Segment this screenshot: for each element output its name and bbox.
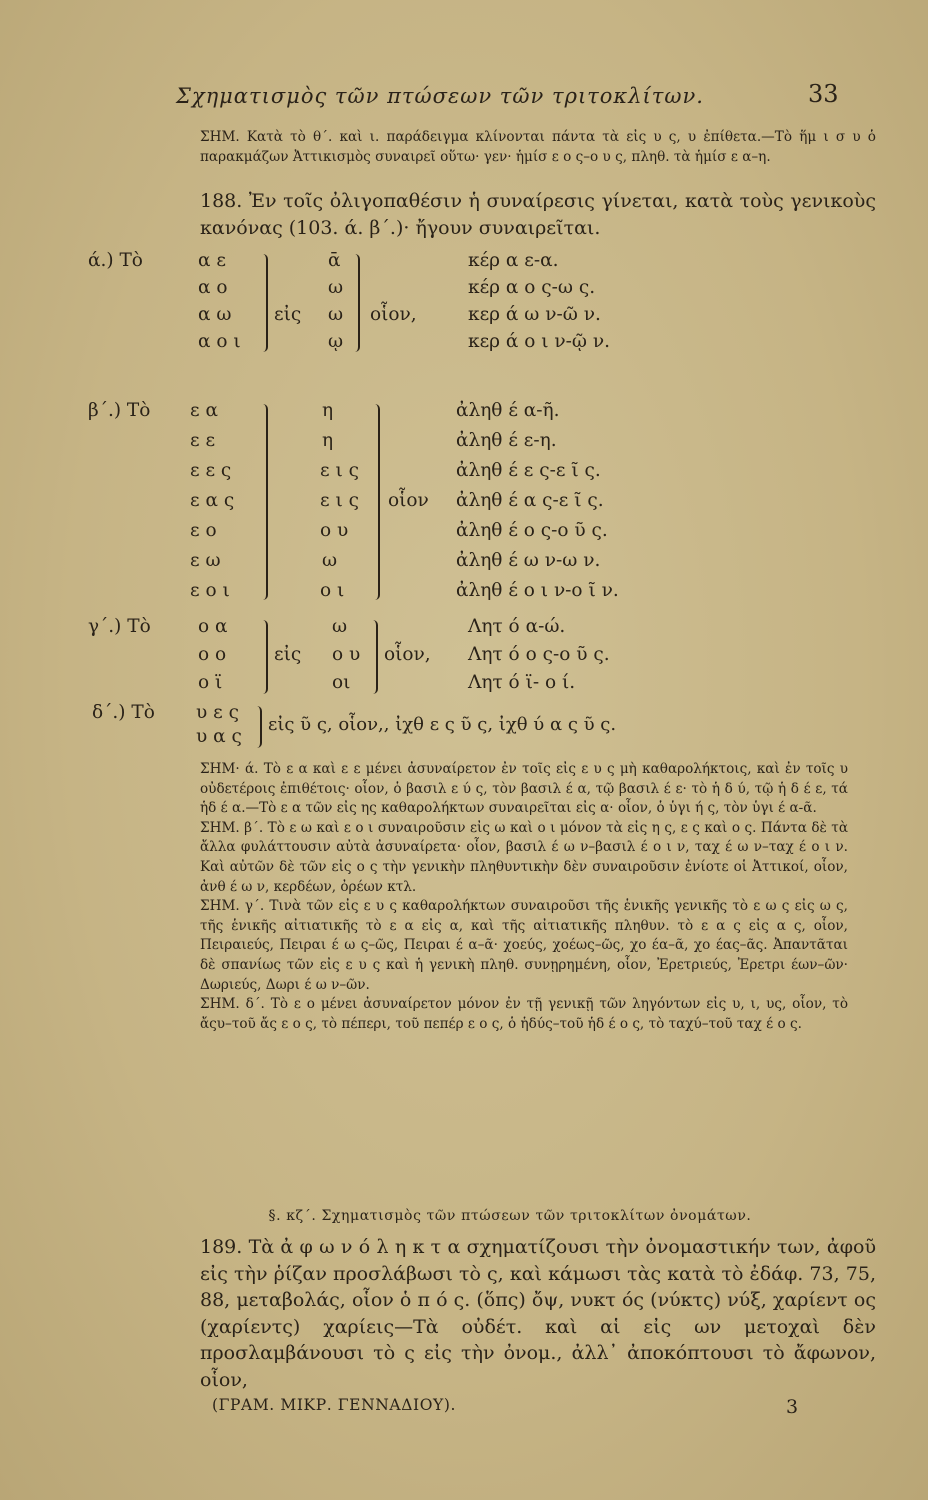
note-a: ΣΗΜ· ά. Τὸ ε α καὶ ε ε μένει ἀσυναίρετον ἐν τοῖς εἰς ε υ ς μὴ καθαρολήκτοις, καὶ ἐν τοῖς υ οὐδετέροις ἐπιθέτοις· οἷον, ὁ βασιλ ε ύ ς, τὸν βασιλ έ α, τῷ βασιλ έ ε· τὸ ἡ δ ύ, τῷ ἡ δ έ ε, τά ἡδ έ α.—Τὸ ε α τῶν εἰς ης καθαρολήκτων συναιρεῖται εἰς α· οἷον, ὁ ὑγι ή ς, τὸν ὑγι έ α-ᾶ. <box>200 761 848 817</box>
oion-label: οἷον <box>388 490 429 511</box>
section-title: §. κζ΄. Σχηματισμὸς τῶν πτώσεων τῶν τριτοκλίτων ὀνομάτων. <box>268 1208 752 1224</box>
note-top: ΣΗΜ. Κατὰ τὸ θ΄. καὶ ι. παράδειγμα κλίνονται πάντα τὰ εἰς υ ς, υ ἐπίθετα.—Τὸ ἥμ ι σ υ ὁ παρακμάζων Ἀττικισμὸς συναιρεῖ οὕτω· γεν· ἡμίσ ε ο ς–ο υ ς, πληθ. τὰ ἡμίσ ε α–η. <box>200 129 876 165</box>
brace <box>258 620 268 694</box>
running-title: Σχηματισμὸς τῶν πτώσεων τῶν τριτοκλίτων. <box>176 84 704 108</box>
group-c-label: γ΄.) Τὸ <box>88 616 151 637</box>
running-header <box>0 80 928 124</box>
note-c: ΣΗΜ. γ΄. Τινὰ τῶν εἰς ε υ ς καθαρολήκτων συναιροῦσι τῆς ἑνικῆς γενικῆς τὸ ε ω ς εἰς ω ς, τῆς ἑνικῆς αἰτιατικῆς τὸ ε α εἰς α, καὶ τῆς αἰτιατικῆς πληθυν. τὸ ε α ς εἰς α ς, οἷον, Πειραιεύς, Πειραι έ ω ς–ῶς, Πειραι έ α–ᾶ· χοεύς, χοέως–ῶς, χο έα–ᾶ, χο έας–ᾶς. Ἀπαντᾶται δὲ σπανίως τῶν εἰς ε υ ς καὶ ἡ γενικὴ πληθ. συνῃρημένη, οἷον, Ἐρετριεύς, Ἐρετρι έων–ῶν· Δωριεύς, Δωρι έ ω ν–ῶν. <box>200 898 848 993</box>
footer <box>0 1396 928 1426</box>
oion-label: οἷον, <box>370 304 417 325</box>
eis-label: εἰς <box>274 304 302 325</box>
brace <box>350 254 360 352</box>
group-d-label: δ΄.) Τὸ <box>92 702 155 723</box>
page-number: 33 <box>808 80 839 108</box>
brace <box>258 404 268 600</box>
eis-label: εἰς <box>274 644 302 665</box>
note-b: ΣΗΜ. β΄. Τὸ ε ω καὶ ε ο ι συναιροῦσιν εἰς ω καὶ ο ι μόνον τὰ εἰς η ς, ε ς καὶ ο ς. Πάντα δὲ τὰ ἄλλα φυλάττουσιν αὐτὰ ἀσυναίρετα· οἷον, βασιλ έ ω ν–βασιλ έ ο ι ν, ταχ έ ω ν–ταχ έ ο ι ν. Καὶ αὐτῶν δὲ τῶν εἰς ο ς τὴν γενικὴν πληθυντικὴν δὲν συναιροῦσιν ἐνίοτε οἱ Ἀττικοί, οἷον, ἀνθ έ ω ν, κερδέων, ὀρέων κτλ. <box>200 819 848 895</box>
paragraph-189: 189. Τὰ ἀ φ ω ν ό λ η κ τ α σχηματίζουσι τὴν ὀνομαστικήν των, ἀφοῦ εἰς τὴν ῥίζαν προσλάβωσι τὸ ς, καὶ κάμωσι τὰς κατὰ τὸ ἐδάφ. 73, 75, 88, μεταβολάς, οἷον ὁ π ό ς. (ὅπς) ὄψ, νυκτ ός (νύκτς) νύξ, χαρίεντ ος (χαρίεντς) χαρίεις—Τὰ οὐδέτ. καὶ αἱ εἰς ων μετοχαὶ δὲν προσλαμβάνουσι τὸ ς εἰς τὴν ὀνομ., ἀλλ᾽ ἀποκόπτουσι τὸ ἄφωνον, οἷον, <box>200 1236 876 1391</box>
note-d: ΣΗΜ. δ΄. Τὸ ε ο μένει ἀσυναίρετον μόνον ἐν τῇ γενικῇ τῶν ληγόντων εἰς υ, ι, υς, οἷον, τὸ ἄςυ–τοῦ ἄς ε ο ς, τὸ πέπερι, τοῦ πεπέρ ε ο ς, ὁ ἡδύς–τοῦ ἡδ έ ο ς, τὸ ταχύ–τοῦ ταχ έ ο ς. <box>200 996 848 1032</box>
group-b-label: β΄.) Τὸ <box>88 400 151 421</box>
group-d-example: εἰς ῦ ς, οἷον,, ἰχθ ε ς ῦ ς, ἰχθ ύ α ς ῦ ς. <box>268 714 617 735</box>
brace <box>370 404 380 600</box>
paragraph-188: 188. Ἐν τοῖς ὀλιγοπαθέσιν ἡ συναίρεσις γίνεται, κατὰ τοὺς γενικοὺς κανόνας (103. ά. β΄.)· ἤγουν συναιρεῖται. <box>200 190 876 239</box>
book-page: Σχηματισμὸς τῶν πτώσεων τῶν τριτοκλίτων. 33 ΣΗΜ. Κατὰ τὸ θ΄. καὶ ι. παράδειγμα κλίνονται πάντα τὰ εἰς υ ς, υ ἐπίθετα.—Τὸ ἥμ ι σ υ ὁ παρακμάζων Ἀττικισμὸς συναιρεῖ οὕτω· γεν· ἡμίσ ε ο ς–ο υ ς, πληθ. τὰ ἡμίσ ε α–η. 188. Ἐν τοῖς ὀλιγοπαθέσιν ἡ συναίρεσις γίνεται, κατὰ τοὺς γενικοὺς κανόνας (103. ά. β΄.)· ἤγουν συναιρεῖται. ά.) Τὸ α ε ᾱ κέρ α ε-α. α ο ω κέρ α ο ς-ω ς. α ω εἰς ω οἷον, κερ ά ω ν-ῶ ν. α ο ι ῳ κερ ά ο ι ν-ῷ ν. β΄.) Τὸ ε α η ἀληθ έ α-ῆ. ε ε η ἀληθ έ ε-η. ε ε ς ε ι ς ἀληθ έ ε ς-ε ῖ ς. ε α ς ε ι ς οἷον ἀληθ έ α ς-ε ῖ ς. ε ο ο υ ἀληθ έ ο ς-ο ῦ ς. ε ω ω ἀληθ έ ω ν-ω ν. ε ο ι ο ι ἀληθ έ ο ι ν-ο ῖ ν. γ΄.) Τὸ ο α ω Λητ ό α-ώ. ο ο εἰς ο υ οἷον, Λητ ό ο ς-ο ῦ ς. ο ϊ οι Λητ ό ϊ- ο ί. δ΄.) Τὸ υ ε ς υ α ς εἰς ῦ ς, οἷον,, ἰχθ ε ς ῦ ς, ἰχθ ύ α ς ῦ ς. ΣΗΜ· ά. Τὸ ε α καὶ ε ε μένει ἀσυναίρετον ἐν τοῖς εἰς ε υ ς μὴ καθαρολήκτοις, καὶ ἐν τοῖς υ οὐδετέροις ἐπιθέτοις· οἷον, ὁ βασιλ ε ύ ς, τὸν βασιλ έ α, τῷ βασιλ έ ε· τὸ ἡ δ ύ, τῷ ἡ δ έ ε, τά ἡδ έ α.—Τὸ ε α τῶν εἰς ης καθαρολήκτων συναιρεῖται εἰς α· οἷον, ὁ ὑγι ή ς, τὸν ὑγι έ α-ᾶ. ΣΗΜ. β΄. Τὸ ε ω καὶ ε ο ι συναιροῦσιν εἰς ω καὶ ο ι μόνον τὰ εἰς η ς, ε ς καὶ ο ς. Πάντα δὲ τὰ ἄλλα φυλάττουσιν αὐτὰ ἀσυναίρετα· οἷον, βασιλ έ ω ν–βασιλ έ ο ι ν, ταχ έ ω ν–ταχ έ ο ι ν. Καὶ αὐτῶν δὲ τῶν εἰς ο ς τὴν γενικὴν πληθυντικὴν δὲν συναιροῦσιν ἐνίοτε οἱ Ἀττικοί, οἷον, ἀνθ έ ω ν, κερδέων, ὀρέων κτλ. ΣΗΜ. γ΄. Τινὰ τῶν εἰς ε υ ς καθαρολήκτων συναιροῦσι τῆς ἑνικῆς γενικῆς τὸ ε ω ς εἰς ω ς, τῆς ἑνικῆς αἰτιατικῆς τὸ ε α εἰς α, καὶ τῆς αἰτιατικῆς πληθυν. τὸ ε α ς εἰς α ς, οἷον, Πειραιεύς, Πειραι έ ω ς–ῶς, Πειραι έ α–ᾶ· χοεύς, χοέως–ῶς, χο έα–ᾶ, χο έας–ᾶς. Ἀπαντᾶται δὲ σπανίως τῶν εἰς ε υ ς καὶ ἡ γενικὴ πληθ. συνῃρημένη, οἷον, Ἐρετριεύς, Ἐρετρι έων–ῶν· Δωριεύς, Δωρι έ ω ν–ῶν. ΣΗΜ. δ΄. Τὸ ε ο μένει ἀσυναίρετον μόνον ἐν τῇ γενικῇ τῶν ληγόντων εἰς υ, ι, υς, οἷον, τὸ ἄςυ–τοῦ ἄς ε ο ς, τὸ πέπερι, τοῦ πεπέρ ε ο ς, ὁ ἡδύς–τοῦ ἡδ έ ο ς, τὸ ταχύ–τοῦ ταχ έ ο ς. §. κζ΄. Σχηματισμὸς τῶν πτώσεων τῶν τριτοκλίτων ὀνομάτων. 189. Τὰ ἀ φ ω ν ό λ η κ τ α σχηματίζουσι τὴν ὀνομαστικήν των, ἀφοῦ εἰς τὴν ῥίζαν προσλάβωσι τὸ ς, καὶ κάμωσι τὰς κατὰ τὸ ἐδάφ. 73, 75, 88, μεταβολάς, οἷον ὁ π ό ς. (ὅπς) ὄψ, νυκτ ός (νύκτς) νύξ, χαρίεντ ος (χαρίεντς) χαρίεις—Τὰ οὐδέτ. καὶ αἱ εἰς ων μετοχαὶ δὲν προσλαμβάνουσι τὸ ς εἰς τὴν ὀνομ., ἀλλ᾽ ἀποκόπτουσι τὸ ἄφωνον, οἷον, (ΓΡΑΜ. ΜΙΚΡ. ΓΕΝΝΑΔΙΟΥ). 3 <box>0 0 928 1500</box>
oion-label: οἷον, <box>384 644 431 665</box>
brace <box>258 254 268 352</box>
signature-mark: (ΓΡΑΜ. ΜΙΚΡ. ΓΕΝΝΑΔΙΟΥ). <box>212 1396 457 1414</box>
notes <box>172 760 848 1034</box>
group-a-label: ά.) Τὸ <box>88 250 143 271</box>
signature-number: 3 <box>786 1396 799 1418</box>
brace <box>252 706 262 748</box>
brace <box>368 620 378 694</box>
